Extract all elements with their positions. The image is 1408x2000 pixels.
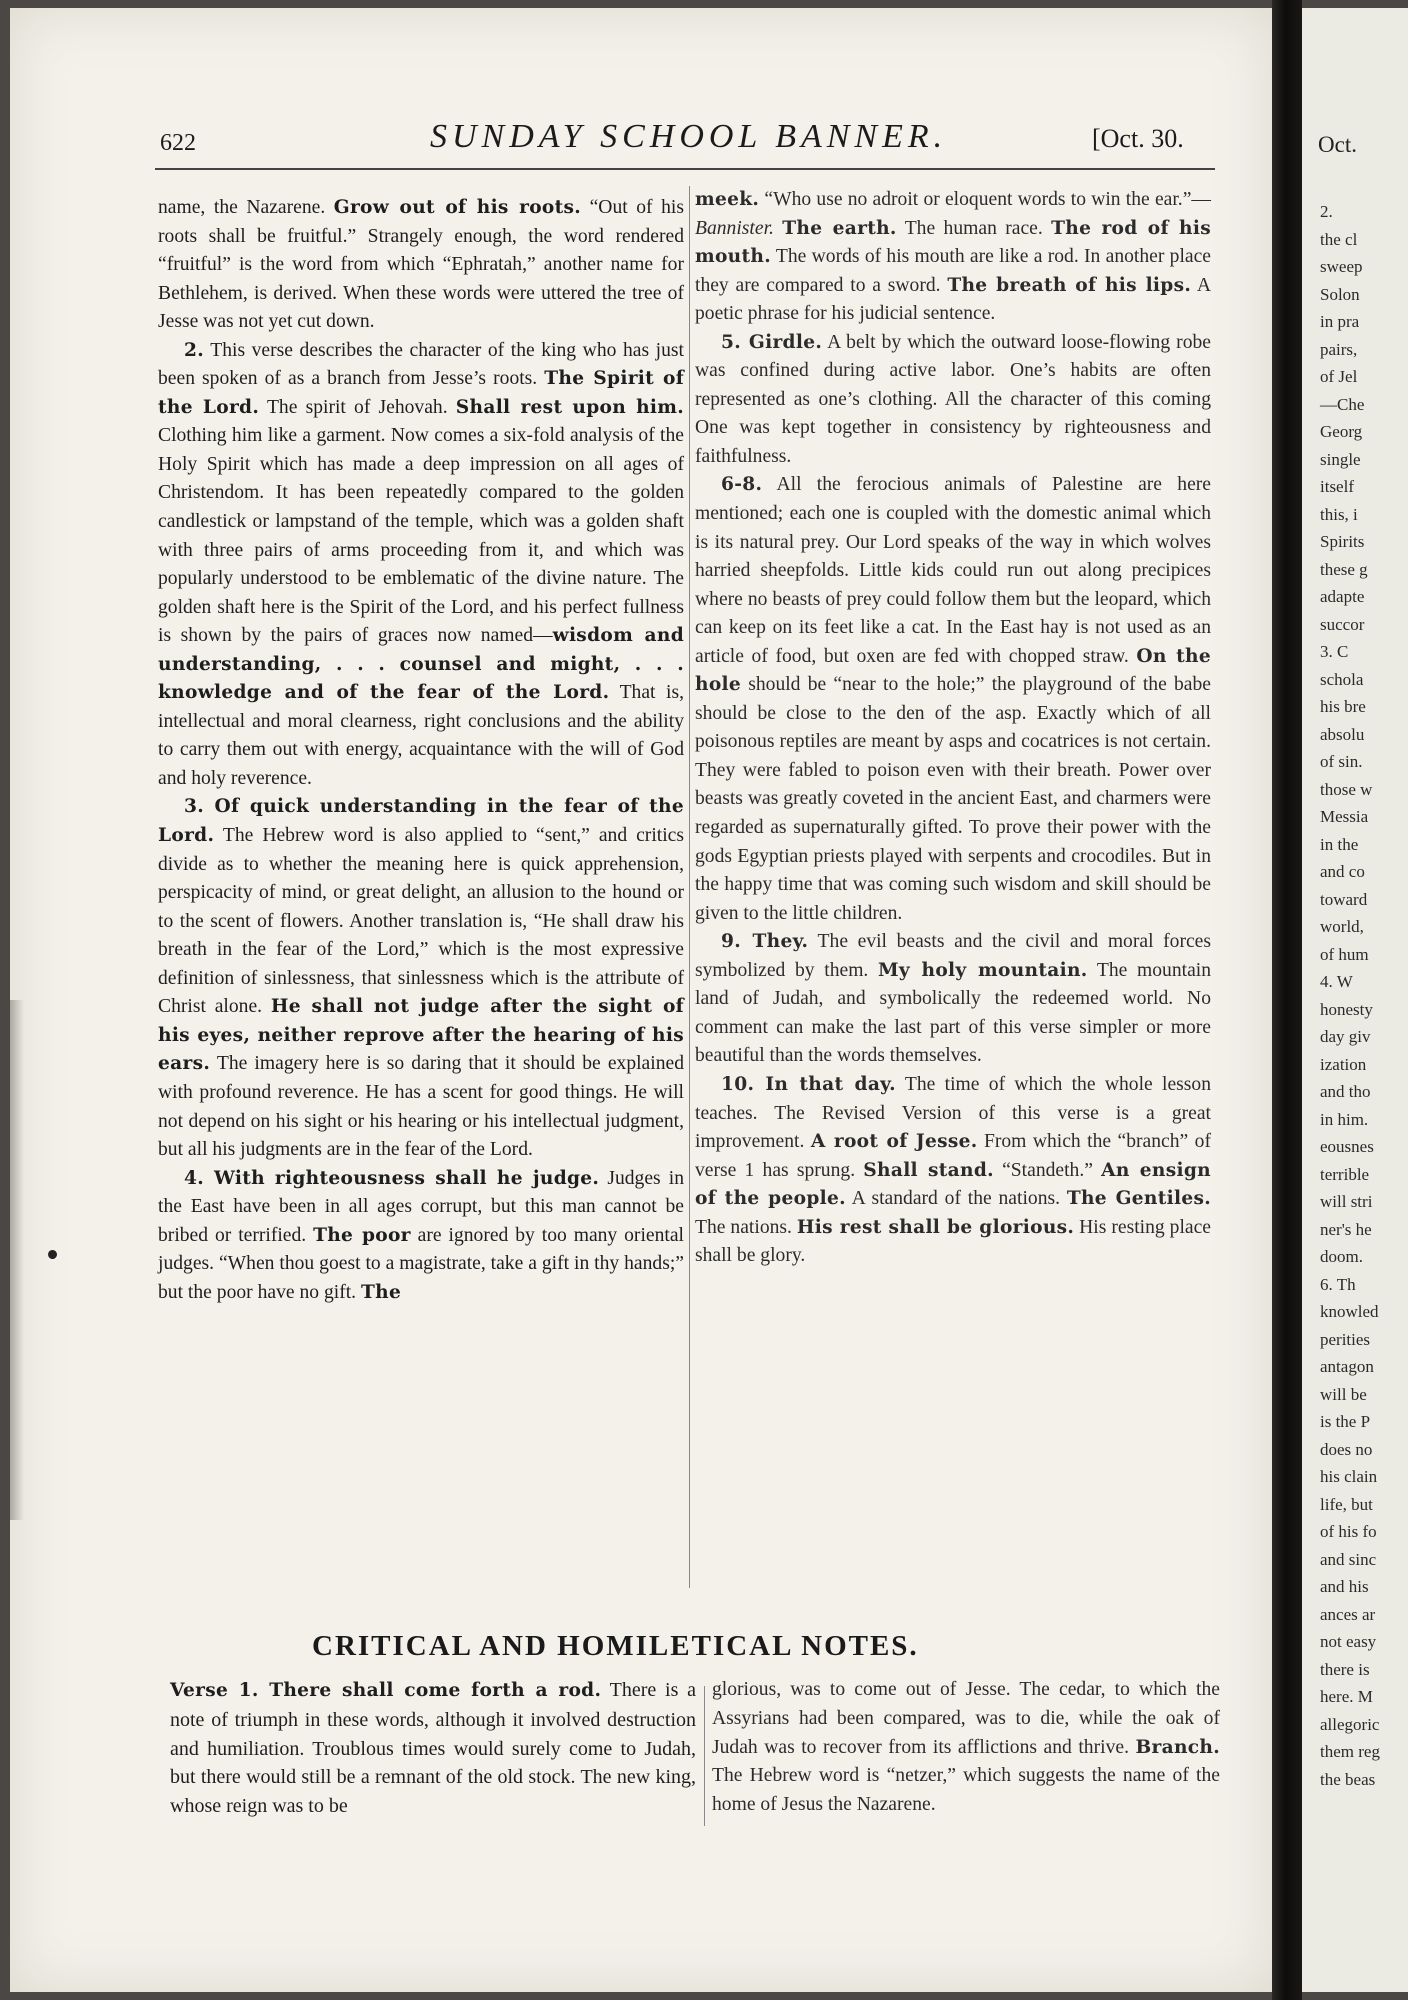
paragraph: [158, 337, 684, 794]
bold-phrase: The Spirit of the Lord.: [158, 368, 684, 418]
right-page-text: [1320, 198, 1380, 1793]
bold-phrase: 9. They.: [721, 931, 809, 953]
text-run: The words of his mouth are like a rod. In another place they are compared to a sword.: [695, 246, 1211, 296]
text-run: The imagery here is so daring that it should be explained with profound reverence. He has a scent for good things. He will not depend on his sight or his hearing or his intellectual judgment, but all his judgments are in the fear of the Lord.: [158, 1053, 684, 1161]
paragraph: [170, 1676, 696, 1821]
bold-phrase: The earth.: [782, 217, 897, 239]
fragment-line: 2.: [1320, 202, 1333, 221]
bold-phrase: Verse 1. There shall come forth a rod.: [170, 1680, 602, 1701]
fragment-line: allegoric: [1320, 1714, 1380, 1734]
fragment-line: them reg: [1320, 1742, 1380, 1761]
fragment-line: will stri: [1320, 1192, 1373, 1211]
fragment-line: schola: [1320, 669, 1364, 689]
bold-phrase: 5. Girdle.: [721, 331, 823, 353]
notes-column-divider: [704, 1686, 705, 1826]
fragment-line: antagon: [1320, 1357, 1374, 1376]
text-run: The human race.: [896, 217, 1052, 239]
text-run: “Who use no adroit or eloquent words to win the ear.”—: [759, 189, 1211, 210]
fragment-line: this, i: [1320, 504, 1358, 524]
paragraph: [695, 928, 1211, 1071]
header-rule: [155, 168, 1215, 170]
paragraph: [158, 793, 684, 1164]
bold-phrase: 2.: [184, 339, 205, 361]
fragment-line: and tho: [1320, 1082, 1371, 1101]
fragment-line: terrible: [1320, 1164, 1370, 1184]
fragment-line: ances ar: [1320, 1604, 1376, 1624]
fragment-line: pairs,: [1320, 339, 1358, 359]
bold-phrase: My holy mountain.: [878, 959, 1088, 981]
bold-phrase: 4. With righteousness shall he judge.: [184, 1167, 600, 1189]
fragment-line: 3. C: [1320, 642, 1349, 661]
text-run: The time of which the whole lesson teaches. The Revised Version of this verse is a great improvement.: [695, 1073, 1211, 1153]
fragment-line: those w: [1320, 779, 1373, 799]
text-run: “Standeth.”: [993, 1159, 1102, 1181]
paragraph: [695, 1071, 1211, 1271]
paragraph: [712, 1676, 1220, 1820]
text-run: should be “near to the hole;” the playground of the babe should be close to the den of the asp. Exactly which of all poisonous reptiles are meant by asps and cocatrices is not certain. They were fabled to poison even with their breath. Power over beasts was greatly coveted in the ancient East, and charmers were regarded as supernaturally gifted. To prove their power with the gods Egyptian priests played with serpents and crocodiles. But in the happy time that was coming such wisdom and skill should be given to the little children.: [695, 674, 1211, 924]
bold-phrase: Shall rest upon him.: [455, 396, 684, 418]
fragment-line: Messia: [1320, 807, 1369, 826]
bold-phrase: His rest shall be glorious.: [796, 1216, 1075, 1238]
notes-column-left: [170, 1676, 696, 1821]
italic-phrase: Bannister.: [695, 217, 774, 239]
fragment-line: —Che: [1320, 394, 1365, 414]
text-run: A poetic phrase for his judicial sentence.: [695, 274, 1212, 325]
column-left: [158, 194, 684, 1307]
notes-column-right: [712, 1676, 1220, 1820]
text-run: Clothing him like a garment. Now comes a six-fold analysis of the Holy Spirit which has made a deep impression on all ages of Christendom. It has been repeatedly compared to the golden candlestick or lampstand of the temple, which was a golden shaft with three pairs of arms proceeding from it, and which was popularly understood to be emblematic of the divine nature. The golden shaft here is the Spirit of the Lord, and his perfect fullness is shown by the pairs of graces now named—: [158, 425, 684, 647]
fragment-line: does no: [1320, 1439, 1373, 1459]
fragment-line: and co: [1320, 862, 1365, 881]
fragment-line: knowled: [1320, 1302, 1379, 1321]
fragment-line: his clain: [1320, 1467, 1378, 1486]
text-run: That is, intellectual and moral clearness, right conclusions and the ability to carry them out with energy, acquaintance with the will of God and holy reverence.: [158, 682, 684, 789]
fragment-line: his bre: [1320, 697, 1366, 716]
text-run: The evil beasts and the civil and moral forces symbolized by them.: [695, 931, 1211, 981]
text-run: are ignored by too many oriental judges. “When thou goest to a magistrate, take a gift in thy hands;” but the poor have no gift.: [158, 1224, 684, 1303]
fragment-line: will be: [1320, 1384, 1367, 1404]
fragment-line: and his: [1320, 1577, 1369, 1596]
fragment-line: succor: [1320, 614, 1365, 634]
paragraph: [158, 194, 684, 337]
fragment-line: Solon: [1320, 284, 1360, 304]
fragment-line: absolu: [1320, 724, 1365, 744]
bold-phrase: A root of Jesse.: [810, 1131, 978, 1153]
fragment-line: life, but: [1320, 1494, 1373, 1514]
fragment-line: day giv: [1320, 1027, 1371, 1046]
fragment-line: of Jel: [1320, 367, 1358, 386]
text-run: A belt by which the outward loose-flowing robe was confined during active labor. One’s habits are often represented as one’s clothing. All the character of this coming One was kept together in consistency by righteousness and faithfulness.: [695, 331, 1211, 467]
fragment-line: perities: [1320, 1329, 1371, 1349]
fragment-line: the cl: [1320, 229, 1358, 249]
paragraph: [158, 1165, 684, 1308]
fragment-line: Georg: [1320, 422, 1363, 441]
fragment-line: sweep: [1320, 257, 1363, 276]
bold-phrase: Grow out of his roots.: [333, 197, 582, 218]
fragment-line: in the: [1320, 834, 1359, 854]
fragment-line: of hum: [1320, 944, 1369, 964]
column-divider: [689, 186, 690, 1588]
bold-phrase: On the hole: [695, 645, 1211, 696]
bold-phrase: meek.: [695, 189, 760, 210]
fragment-line: eousnes: [1320, 1137, 1374, 1156]
fragment-line: adapte: [1320, 587, 1365, 606]
issue-date: [Oct. 30.: [1092, 124, 1184, 153]
bold-phrase: The Gentiles.: [1066, 1188, 1211, 1210]
bold-phrase: Shall stand.: [863, 1159, 994, 1181]
fragment-line: ner's he: [1320, 1219, 1372, 1239]
text-run: There is a note of triumph in these words, although it involved destruction and humiliation. Troublous times would surely come to Judah, but there would still be a remnant of the old stock. The new king, whose reign was to be: [170, 1679, 696, 1818]
bold-phrase: An ensign of the people.: [695, 1159, 1211, 1210]
fragment-line: honesty: [1320, 999, 1373, 1019]
fragment-line: in pra: [1320, 312, 1360, 331]
section-heading: CRITICAL AND HOMILETICAL NOTES.: [312, 1630, 919, 1662]
text-run: Judges in the East have been in all ages corrupt, but this man cannot be bribed or terrified.: [158, 1167, 685, 1246]
bold-phrase: He shall not judge after the sight of his eyes, neither reprove after the hearing of his ears.: [158, 996, 684, 1075]
text-run: The Hebrew word is also applied to “sent,” and critics divide as to whether the meaning here is quick apprehension, perspicacity of mind, or great delight, an allusion to the hound or to the scent of flowers. Another translation is, “He shall draw his breath in the fear of the Lord,” which is the most expressive definition of sinlessness, that sinlessness which is the attribute of Christ alone.: [158, 825, 684, 1018]
book-gutter: [1272, 0, 1302, 2000]
text-run: His resting place shall be glory.: [695, 1216, 1211, 1267]
fragment-line: single: [1320, 449, 1361, 469]
bold-phrase: 6-8.: [721, 474, 763, 496]
fragment-line: 4. W: [1320, 972, 1353, 991]
journal-title: SUNDAY SCHOOL BANNER.: [430, 118, 948, 155]
fragment-line: of sin.: [1320, 752, 1363, 771]
fragment-line: of his fo: [1320, 1522, 1377, 1541]
fragment-line: and sinc: [1320, 1549, 1377, 1569]
bold-phrase: 3. Of quick understanding in the fear of the Lord.: [158, 796, 684, 847]
text-run: A standard of the nations.: [845, 1188, 1067, 1210]
fragment-line: not easy: [1320, 1632, 1377, 1651]
text-run: “Out of his roots shall be fruitful.” Strangely enough, the word rendered “fruitful” is the word from which “Ephratah,” another name for Bethlehem, is derived. When these words were uttered the tree of Jesse was not yet cut down.: [158, 197, 684, 333]
bold-phrase: The breath of his lips.: [947, 274, 1192, 296]
fragment-line: in him.: [1320, 1109, 1369, 1129]
bold-phrase: The: [360, 1281, 402, 1303]
fragment-line: is the P: [1320, 1412, 1371, 1431]
fragment-line: itself: [1320, 477, 1354, 496]
text-run: glorious, was to come out of Jesse. The cedar, to which the Assyrians had been compared, was to die, while the oak of Judah was to recover from its afflictions and thrive.: [712, 1679, 1220, 1758]
fragment-line: the beas: [1320, 1769, 1376, 1789]
right-page-fragment: [1302, 8, 1408, 1992]
fragment-line: toward: [1320, 889, 1368, 909]
text-run: From which the “branch” of verse 1 has sprung.: [695, 1131, 1211, 1181]
text-run: All the ferocious animals of Palestine are here mentioned; each one is coupled with the domestic animal which is its natural prey. Our Lord speaks of the way in which wolves harried sheepfolds. Little kids could run out along precipices where no beasts of prey could follow them but the leopard, which can keep on its feet like a cat. In the East hay is not used as an article of food, but oxen are fed with chopped straw.: [695, 474, 1211, 667]
text-run: The nations.: [695, 1216, 797, 1238]
bold-phrase: wisdom and understanding, . . . counsel and might, . . . knowledge and of the fear of the Lord.: [158, 625, 685, 704]
text-run: The Hebrew word is “netzer,” which suggests the name of the home of Jesus the Nazarene.: [712, 1765, 1220, 1816]
right-page-header: Oct.: [1318, 132, 1357, 157]
column-right: [695, 186, 1211, 1271]
bold-phrase: The rod of his mouth.: [695, 217, 1211, 268]
bold-phrase: The poor: [313, 1224, 411, 1246]
fragment-line: Spirits: [1320, 532, 1365, 551]
fragment-line: these g: [1320, 559, 1368, 579]
paragraph: [695, 471, 1211, 928]
paragraph: [695, 329, 1211, 472]
fragment-line: here. M: [1320, 1687, 1373, 1706]
fragment-line: world,: [1320, 917, 1364, 936]
text-run: The spirit of Jehovah.: [259, 396, 456, 418]
text-run: This verse describes the character of the king who has just been spoken of as a branch from Jesse’s roots.: [158, 339, 684, 390]
fragment-line: doom.: [1320, 1247, 1363, 1266]
paragraph: [695, 186, 1211, 329]
running-header: [160, 118, 1210, 158]
bold-phrase: 10. In that day.: [721, 1073, 896, 1095]
fragment-line: there is: [1320, 1659, 1370, 1679]
text-run: The mountain land of Judah, and symbolically the redeemed world. No comment can make the last part of this verse simpler or more beautiful than the words themselves.: [695, 959, 1212, 1067]
margin-shadow: [10, 1000, 24, 1520]
fragment-line: ization: [1320, 1054, 1367, 1074]
page-number: 622: [160, 130, 196, 156]
fragment-line: 6. Th: [1320, 1274, 1356, 1294]
bold-phrase: Branch.: [1135, 1736, 1220, 1758]
text-run: name, the Nazarene.: [158, 197, 334, 218]
